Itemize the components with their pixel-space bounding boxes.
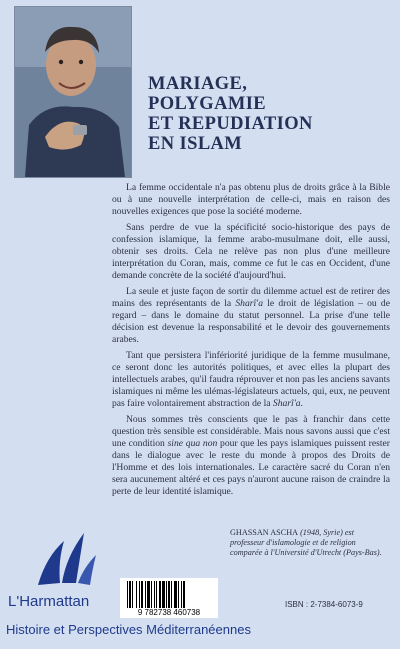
paragraph-3 <box>112 286 390 346</box>
harmattan-bird-logo-icon <box>30 527 100 587</box>
barcode-bar <box>168 581 170 608</box>
barcode-bar <box>154 581 155 608</box>
paragraph-3-text-a: La seule et juste façon de sortir du dilemme actuel est de retirer des mains des représentants de la <box>112 286 390 309</box>
barcode-bar <box>171 581 172 608</box>
title-line-1: MARIAGE, <box>148 74 248 94</box>
barcode-bar <box>147 581 150 608</box>
barcode-bar <box>174 581 177 608</box>
isbn-number: ISBN : 2-7384-6073-9 <box>285 600 363 609</box>
barcode-bar <box>156 581 157 608</box>
barcode-bar <box>166 581 167 608</box>
barcode-bar <box>151 581 152 608</box>
author-portrait <box>14 6 132 178</box>
sine-qua-non-term: sine qua non <box>167 438 218 449</box>
barcode-bar <box>159 581 161 608</box>
barcode-bar <box>162 581 165 608</box>
author-name: GHASSAN ASCHA <box>230 528 299 537</box>
barcode-bar <box>136 581 137 608</box>
paragraph-5 <box>112 414 390 498</box>
barcode-bar <box>132 581 133 608</box>
paragraph-3-text-c: le droit de législation – ou de regard – dans le domaine du statut personnel. La prise d'une telle décision est devenue la responsabilité et le devoir des gouvernements arabes. <box>112 298 390 345</box>
barcode-bar <box>127 581 128 608</box>
paragraph-5-text-c: pour que les pays islamiques puissent rester dans le dialogue avec le reste du monde à propos des Droits de l'Homme et des lois internationales. Le caractère sacré du Coran n'en sera aucunement altéré et ces pays n'auront aucune raison de craindre la perte de leur identité islamique. <box>112 438 390 497</box>
back-cover-text <box>112 182 390 502</box>
title-line-2: POLYGAMIE <box>148 94 267 114</box>
paragraph-4-text-c: . <box>300 398 303 409</box>
barcode-number: 9 782738 460738 <box>137 608 201 617</box>
series-title: Histoire et Perspectives Méditerranéennes <box>6 622 251 637</box>
author-description: (1948, Syrie) est professeur d'islamologie et de religion comparée à l'Université d'Utrecht (Pays-Bas). <box>230 528 382 557</box>
portrait-image <box>15 7 131 177</box>
sharia-term: Sharî'a <box>272 398 301 409</box>
publisher-logo-text: L'Harmattan <box>8 593 90 610</box>
book-title <box>148 74 388 154</box>
barcode-bar <box>181 581 182 608</box>
barcode-bar <box>178 581 179 608</box>
barcode-bar <box>141 581 143 608</box>
barcode-bars-icon <box>126 581 212 608</box>
barcode-bar <box>129 581 131 608</box>
paragraph-4 <box>112 350 390 410</box>
author-bio <box>230 528 390 558</box>
barcode-bar <box>183 581 185 608</box>
barcode-bar <box>139 581 140 608</box>
barcode <box>120 578 218 618</box>
title-line-3: ET REPUDIATION <box>148 114 313 134</box>
paragraph-5-text-a: Nous sommes très conscients que le pas à franchir dans cette question très sensible est considérable. Mais nous savons aussi que c'est une condition <box>112 414 390 449</box>
sharia-term: Sharî'a <box>235 298 263 309</box>
barcode-bar <box>145 581 146 608</box>
title-line-4: EN ISLAM <box>148 134 243 154</box>
paragraph-4-text-a: Tant que persistera l'infériorité juridique de la femme musulmane, ce seront donc les autorités politiques, et avec elles la plupart des intellectuels arabes, qu'il faudra réprouver et non pas les anciens savants islamiques ni même les ulémas-législateurs actuels, qui, eux, ne peuvent pas faire volontairement abstraction de la <box>112 350 390 409</box>
paragraph-1: La femme occidentale n'a pas obtenu plus de droits grâce à la Bible ou à une nouvelle interprétation de celle-ci, mais en raison des nouvelles exigences que pose la société moderne. <box>112 182 390 217</box>
paragraph-2: Sans perdre de vue la spécificité socio-historique des pays de confession islamique, la femme arabo-musulmane doit, elle aussi, obtenir ses droits. Cela ne relève pas non plus d'une meilleure interprétation du Coran, mais, comme ce fut le cas en Occident, d'une demande concrète de la société d'aujourd'hui. <box>112 222 390 281</box>
